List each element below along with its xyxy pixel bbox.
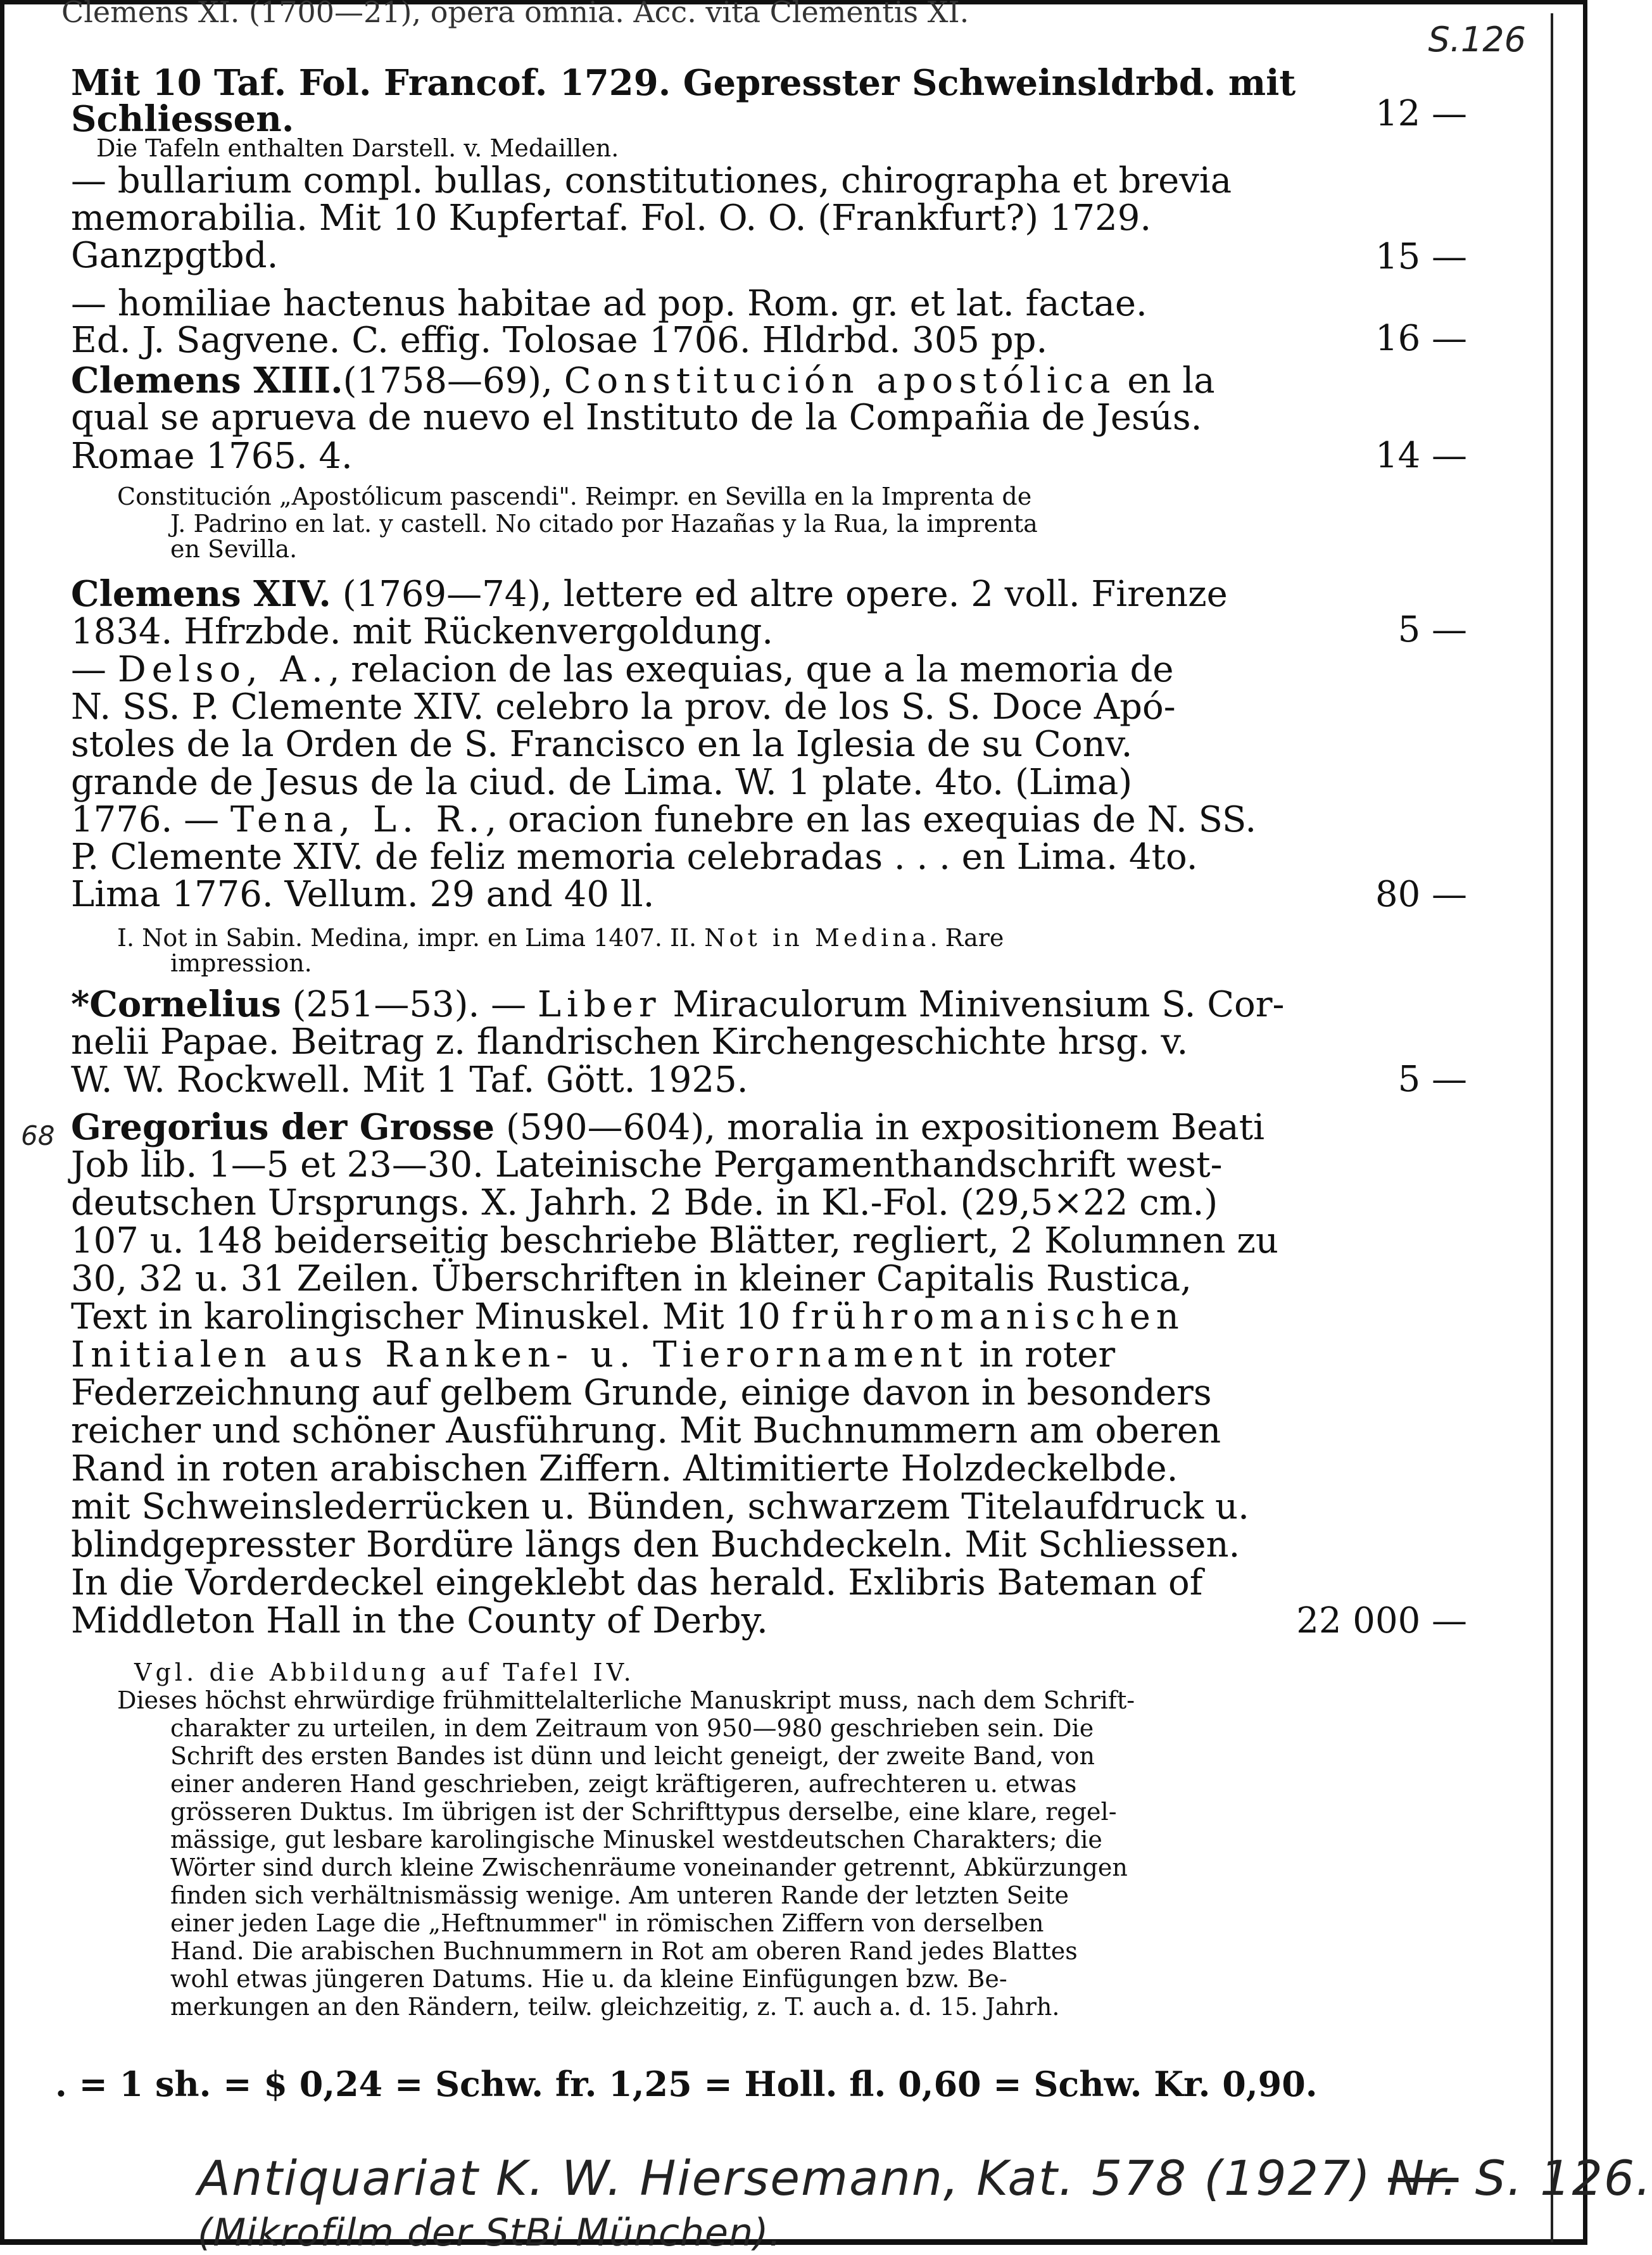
- entry-note: finden sich verhältnismässig wenige. Am unteren Rande der letzten Seite: [170, 1881, 1069, 1909]
- author-name: Gregorius der Grosse: [71, 1106, 495, 1148]
- entry-note: merkungen an den Rändern, teilw. gleichzeitig, z. T. auch a. d. 15. Jahrh.: [170, 1993, 1060, 2021]
- handwritten-page-number: S.126: [1428, 20, 1526, 60]
- entry-note: impression.: [170, 949, 312, 977]
- handwritten-source-note: Antiquariat K. W. Hiersemann, Kat. 578 (1927) Nr. S. 126.: [198, 2150, 1652, 2206]
- entry-line: Schliessen.: [71, 98, 294, 140]
- entry-line: Ganzpgtbd.: [71, 235, 279, 276]
- entry-note: Hand. Die arabischen Buchnummern in Rot am oberen Rand jedes Blattes: [170, 1937, 1078, 1965]
- price: 16 —: [1375, 318, 1467, 359]
- handwritten-microfilm-note: (Mikrofilm der StBi München).: [198, 2211, 782, 2255]
- entry-line: — Delso, A., relacion de las exequias, que a la memoria de: [71, 649, 1174, 690]
- price: 80 —: [1375, 874, 1467, 915]
- entry-line: W. W. Rockwell. Mit 1 Taf. Gött. 1925.: [71, 1059, 748, 1101]
- entry-line: *Cornelius (251—53). — Liber Miraculorum Minivensium S. Cor-: [71, 983, 1285, 1025]
- entry-line: 107 u. 148 beiderseitig beschriebe Blätter, regliert, 2 Kolumnen zu: [71, 1220, 1278, 1261]
- entry-line: Lima 1776. Vellum. 29 and 40 ll.: [71, 874, 655, 915]
- entry-note: Wörter sind durch kleine Zwischenräume voneinander getrennt, Abkürzungen: [170, 1854, 1128, 1881]
- margin-annotation: 68: [21, 1120, 55, 1151]
- entry-note: Die Tafeln enthalten Darstell. v. Medaillen.: [96, 134, 619, 162]
- clipped-heading-line: Clemens XI. (1700—21), opera omnia. Acc. vita Clementis XI.: [61, 0, 969, 29]
- entry-line: blindgepresster Bordüre längs den Buchdeckeln. Mit Schliessen.: [71, 1524, 1240, 1565]
- entry-note: einer jeden Lage die „Heftnummer" in römischen Ziffern von derselben: [170, 1909, 1044, 1937]
- entry-line: Romae 1765. 4.: [71, 436, 353, 477]
- entry-line: stoles de la Orden de S. Francisco en la Iglesia de su Conv.: [71, 724, 1133, 765]
- price: 12 —: [1375, 93, 1467, 134]
- price: 22 000 —: [1296, 1600, 1467, 1641]
- entry-line: In die Vorderdeckel eingeklebt das herald. Exlibris Bateman of: [71, 1562, 1203, 1603]
- entry-line: reicher und schöner Ausführung. Mit Buchnummern am oberen: [71, 1410, 1221, 1451]
- entry-note: mässige, gut lesbare karolingische Minuskel westdeutschen Charakters; die: [170, 1826, 1102, 1854]
- entry-line: memorabilia. Mit 10 Kupfertaf. Fol. O. O. (Frankfurt?) 1729.: [71, 198, 1152, 239]
- entry-line: P. Clemente XIV. de feliz memoria celebradas . . . en Lima. 4to.: [71, 837, 1198, 878]
- entry-note: Dieses höchst ehrwürdige frühmittelalterliche Manuskript muss, nach dem Schrift-: [117, 1686, 1135, 1714]
- author-name: *Cornelius: [71, 983, 281, 1025]
- entry-line: Text in karolingischer Minuskel. Mit 10 frühromanischen: [71, 1296, 1185, 1337]
- entry-line: Clemens XIII.(1758—69), Constitución apostólica en la: [71, 360, 1215, 401]
- price: 5 —: [1397, 609, 1467, 650]
- entry-line: Clemens XIV. (1769—74), lettere ed altre opere. 2 voll. Firenze: [71, 573, 1228, 615]
- price: 5 —: [1397, 1059, 1467, 1100]
- entry-line: Job lib. 1—5 et 23—30. Lateinische Pergamenthandschrift west-: [71, 1144, 1223, 1185]
- entry-line: Gregorius der Grosse (590—604), moralia in expositionem Beati: [71, 1106, 1265, 1148]
- entry-note: Constitución „Apostólicum pascendi". Reimpr. en Sevilla en la Imprenta de: [117, 483, 1032, 510]
- entry-line: N. SS. P. Clemente XIV. celebro la prov. de los S. S. Doce Apó-: [71, 686, 1176, 728]
- price: 15 —: [1375, 236, 1467, 277]
- entry-note: grösseren Duktus. Im übrigen ist der Schrifttypus derselbe, eine klare, regel-: [170, 1798, 1117, 1826]
- entry-line: 30, 32 u. 31 Zeilen. Überschriften in kleiner Capitalis Rustica,: [71, 1258, 1192, 1299]
- entry-note: wohl etwas jüngeren Datums. Hie u. da kleine Einfügungen bzw. Be-: [170, 1965, 1007, 1993]
- entry-line: nelii Papae. Beitrag z. flandrischen Kirchengeschichte hrsg. v.: [71, 1021, 1189, 1063]
- entry-line: — homiliae hactenus habitae ad pop. Rom. gr. et lat. factae.: [71, 283, 1147, 324]
- entry-note: Schrift des ersten Bandes ist dünn und leicht geneigt, der zweite Band, von: [170, 1742, 1095, 1770]
- entry-line: Initialen aus Ranken- u. Tierornament in roter: [71, 1334, 1116, 1375]
- entry-line: Mit 10 Taf. Fol. Francof. 1729. Gepresster Schweinsldrbd. mit: [71, 62, 1296, 104]
- entry-line: 1776. — Tena, L. R., oracion funebre en las exequias de N. SS.: [71, 799, 1257, 840]
- author-name: Clemens XIV.: [71, 573, 331, 615]
- entry-line: Federzeichnung auf gelbem Grunde, einige davon in besonders: [71, 1372, 1212, 1413]
- entry-line: Ed. J. Sagvene. C. effig. Tolosae 1706. Hldrbd. 305 pp.: [71, 320, 1048, 361]
- author-name: Clemens XIII.: [71, 360, 343, 401]
- entry-line: Middleton Hall in the County of Derby.: [71, 1600, 768, 1641]
- entry-line: grande de Jesus de la ciud. de Lima. W. 1 plate. 4to. (Lima): [71, 762, 1133, 803]
- entry-note: Vgl. die Abbildung auf Tafel IV.: [134, 1658, 635, 1686]
- entry-line: Rand in roten arabischen Ziffern. Altimitierte Holzdeckelbde.: [71, 1448, 1178, 1489]
- entry-line: deutschen Ursprungs. X. Jahrh. 2 Bde. in Kl.-Fol. (29,5×22 cm.): [71, 1182, 1218, 1223]
- entry-note: J. Padrino en lat. y castell. No citado por Hazañas y la Rua, la imprenta: [170, 510, 1038, 538]
- entry-line: — bullarium compl. bullas, constitutiones, chirographa et brevia: [71, 160, 1232, 201]
- page-edge-rule: [1551, 13, 1553, 2242]
- entry-line: 1834. Hfrzbde. mit Rückenvergoldung.: [71, 611, 774, 652]
- entry-note: charakter zu urteilen, in dem Zeitraum von 950—980 geschrieben sein. Die: [170, 1714, 1094, 1742]
- price: 14 —: [1375, 435, 1467, 476]
- currency-conversion-line: . = 1 sh. = $ 0,24 = Schw. fr. 1,25 = Holl. fl. 0,60 = Schw. Kr. 0,90.: [55, 2064, 1318, 2104]
- entry-note: einer anderen Hand geschrieben, zeigt kräftigeren, aufrechteren u. etwas: [170, 1770, 1077, 1798]
- entry-line: qual se aprueva de nuevo el Instituto de la Compañia de Jesús.: [71, 397, 1202, 438]
- entry-note: en Sevilla.: [170, 535, 298, 563]
- entry-note: I. Not in Sabin. Medina, impr. en Lima 1407. II. Not in Medina. Rare: [117, 924, 1004, 952]
- entry-line: mit Schweinslederrücken u. Bünden, schwarzem Titelaufdruck u.: [71, 1486, 1249, 1527]
